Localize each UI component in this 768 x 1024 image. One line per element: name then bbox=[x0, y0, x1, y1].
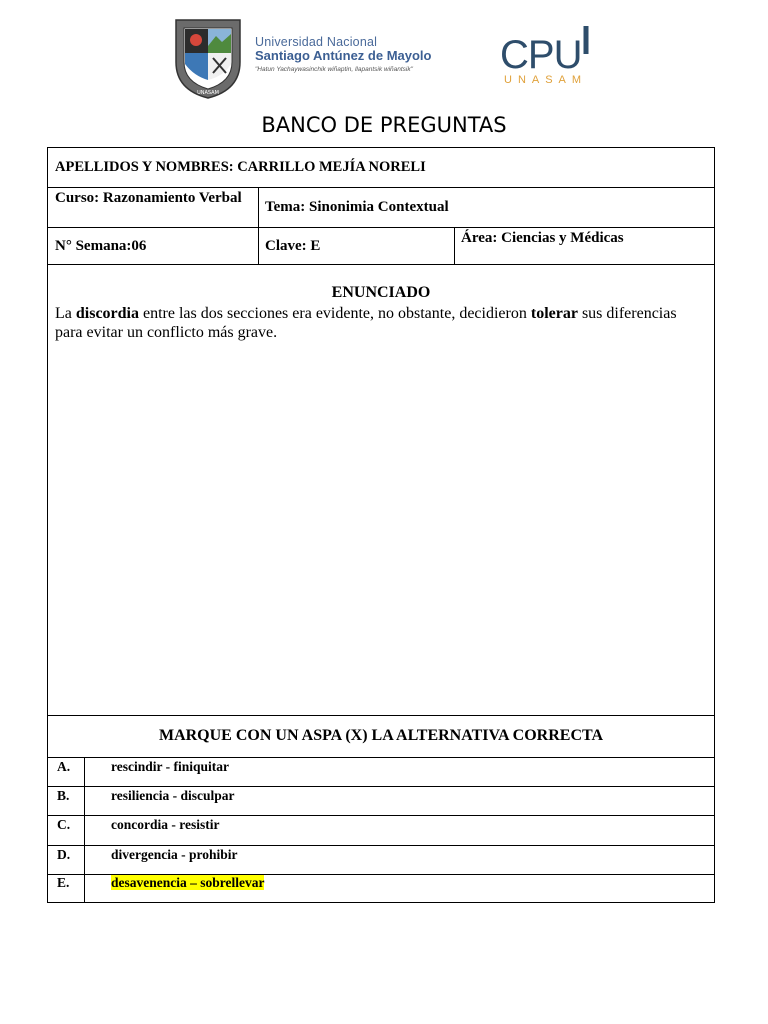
option-text[interactable]: concordia - resistir bbox=[111, 817, 220, 832]
cpu-logo bbox=[500, 24, 595, 86]
statement-keyword: discordia bbox=[75, 305, 139, 322]
page-title: BANCO DE PREGUNTAS bbox=[261, 113, 507, 137]
svg-text:UNASAM: UNASAM bbox=[504, 74, 588, 86]
divider bbox=[48, 757, 714, 758]
divider bbox=[84, 757, 85, 903]
option-text[interactable]: rescindir - finiquitar bbox=[111, 759, 230, 774]
document-header bbox=[0, 0, 768, 110]
option-letter: C. bbox=[57, 817, 71, 832]
divider bbox=[258, 187, 259, 264]
university-name-block bbox=[255, 36, 480, 75]
highlighted-answer: desavenencia – sobrellevar bbox=[111, 875, 265, 890]
statement-keyword: tolerar bbox=[530, 305, 578, 322]
option-letter: D. bbox=[57, 847, 71, 862]
svg-text:CPU: CPU bbox=[500, 33, 582, 77]
week-label: N° Semana:06 bbox=[55, 238, 147, 254]
university-line1: Universidad Nacional bbox=[255, 35, 378, 49]
divider bbox=[48, 227, 714, 228]
option-text-correct[interactable] bbox=[111, 875, 264, 891]
divider bbox=[48, 264, 714, 265]
option-text[interactable]: divergencia - prohibir bbox=[111, 847, 238, 862]
statement-text-part: La bbox=[55, 305, 76, 322]
statement-text-part: sus diferencias para evitar un conflicto más grave. bbox=[55, 305, 677, 341]
university-line2: Santiago Antúnez de Mayolo bbox=[255, 48, 432, 63]
option-letter: E. bbox=[57, 875, 70, 890]
divider bbox=[48, 786, 714, 787]
instruction-heading: MARQUE CON UN ASPA (X) LA ALTERNATIVA CORRECTA bbox=[158, 727, 604, 744]
question-form bbox=[47, 147, 715, 903]
statement-title: ENUNCIADO bbox=[331, 284, 431, 301]
course-label: Curso: Razonamiento Verbal bbox=[55, 190, 242, 206]
divider bbox=[48, 715, 714, 716]
answer-key-label: Clave: E bbox=[265, 238, 321, 254]
student-name: APELLIDOS Y NOMBRES: CARRILLO MEJÍA NORELI bbox=[55, 159, 426, 175]
divider bbox=[48, 845, 714, 846]
divider bbox=[48, 815, 714, 816]
option-text[interactable]: resiliencia - disculpar bbox=[111, 788, 235, 803]
area-label: Área: Ciencias y Médicas bbox=[461, 230, 624, 246]
divider bbox=[48, 187, 714, 188]
topic-label: Tema: Sinonimia Contextual bbox=[265, 199, 449, 215]
option-letter: B. bbox=[57, 788, 70, 803]
statement-text-part: entre las dos secciones era evidente, no obstante, decidieron bbox=[139, 305, 531, 322]
svg-text:UNASAM: UNASAM bbox=[197, 90, 219, 96]
university-motto: "Hatun Yachaywasinchik wiñaptin, llapantsik wiñantsik" bbox=[255, 66, 413, 73]
university-seal-logo bbox=[172, 18, 244, 100]
option-letter: A. bbox=[57, 759, 71, 774]
statement-text bbox=[55, 304, 705, 342]
divider bbox=[454, 227, 455, 264]
